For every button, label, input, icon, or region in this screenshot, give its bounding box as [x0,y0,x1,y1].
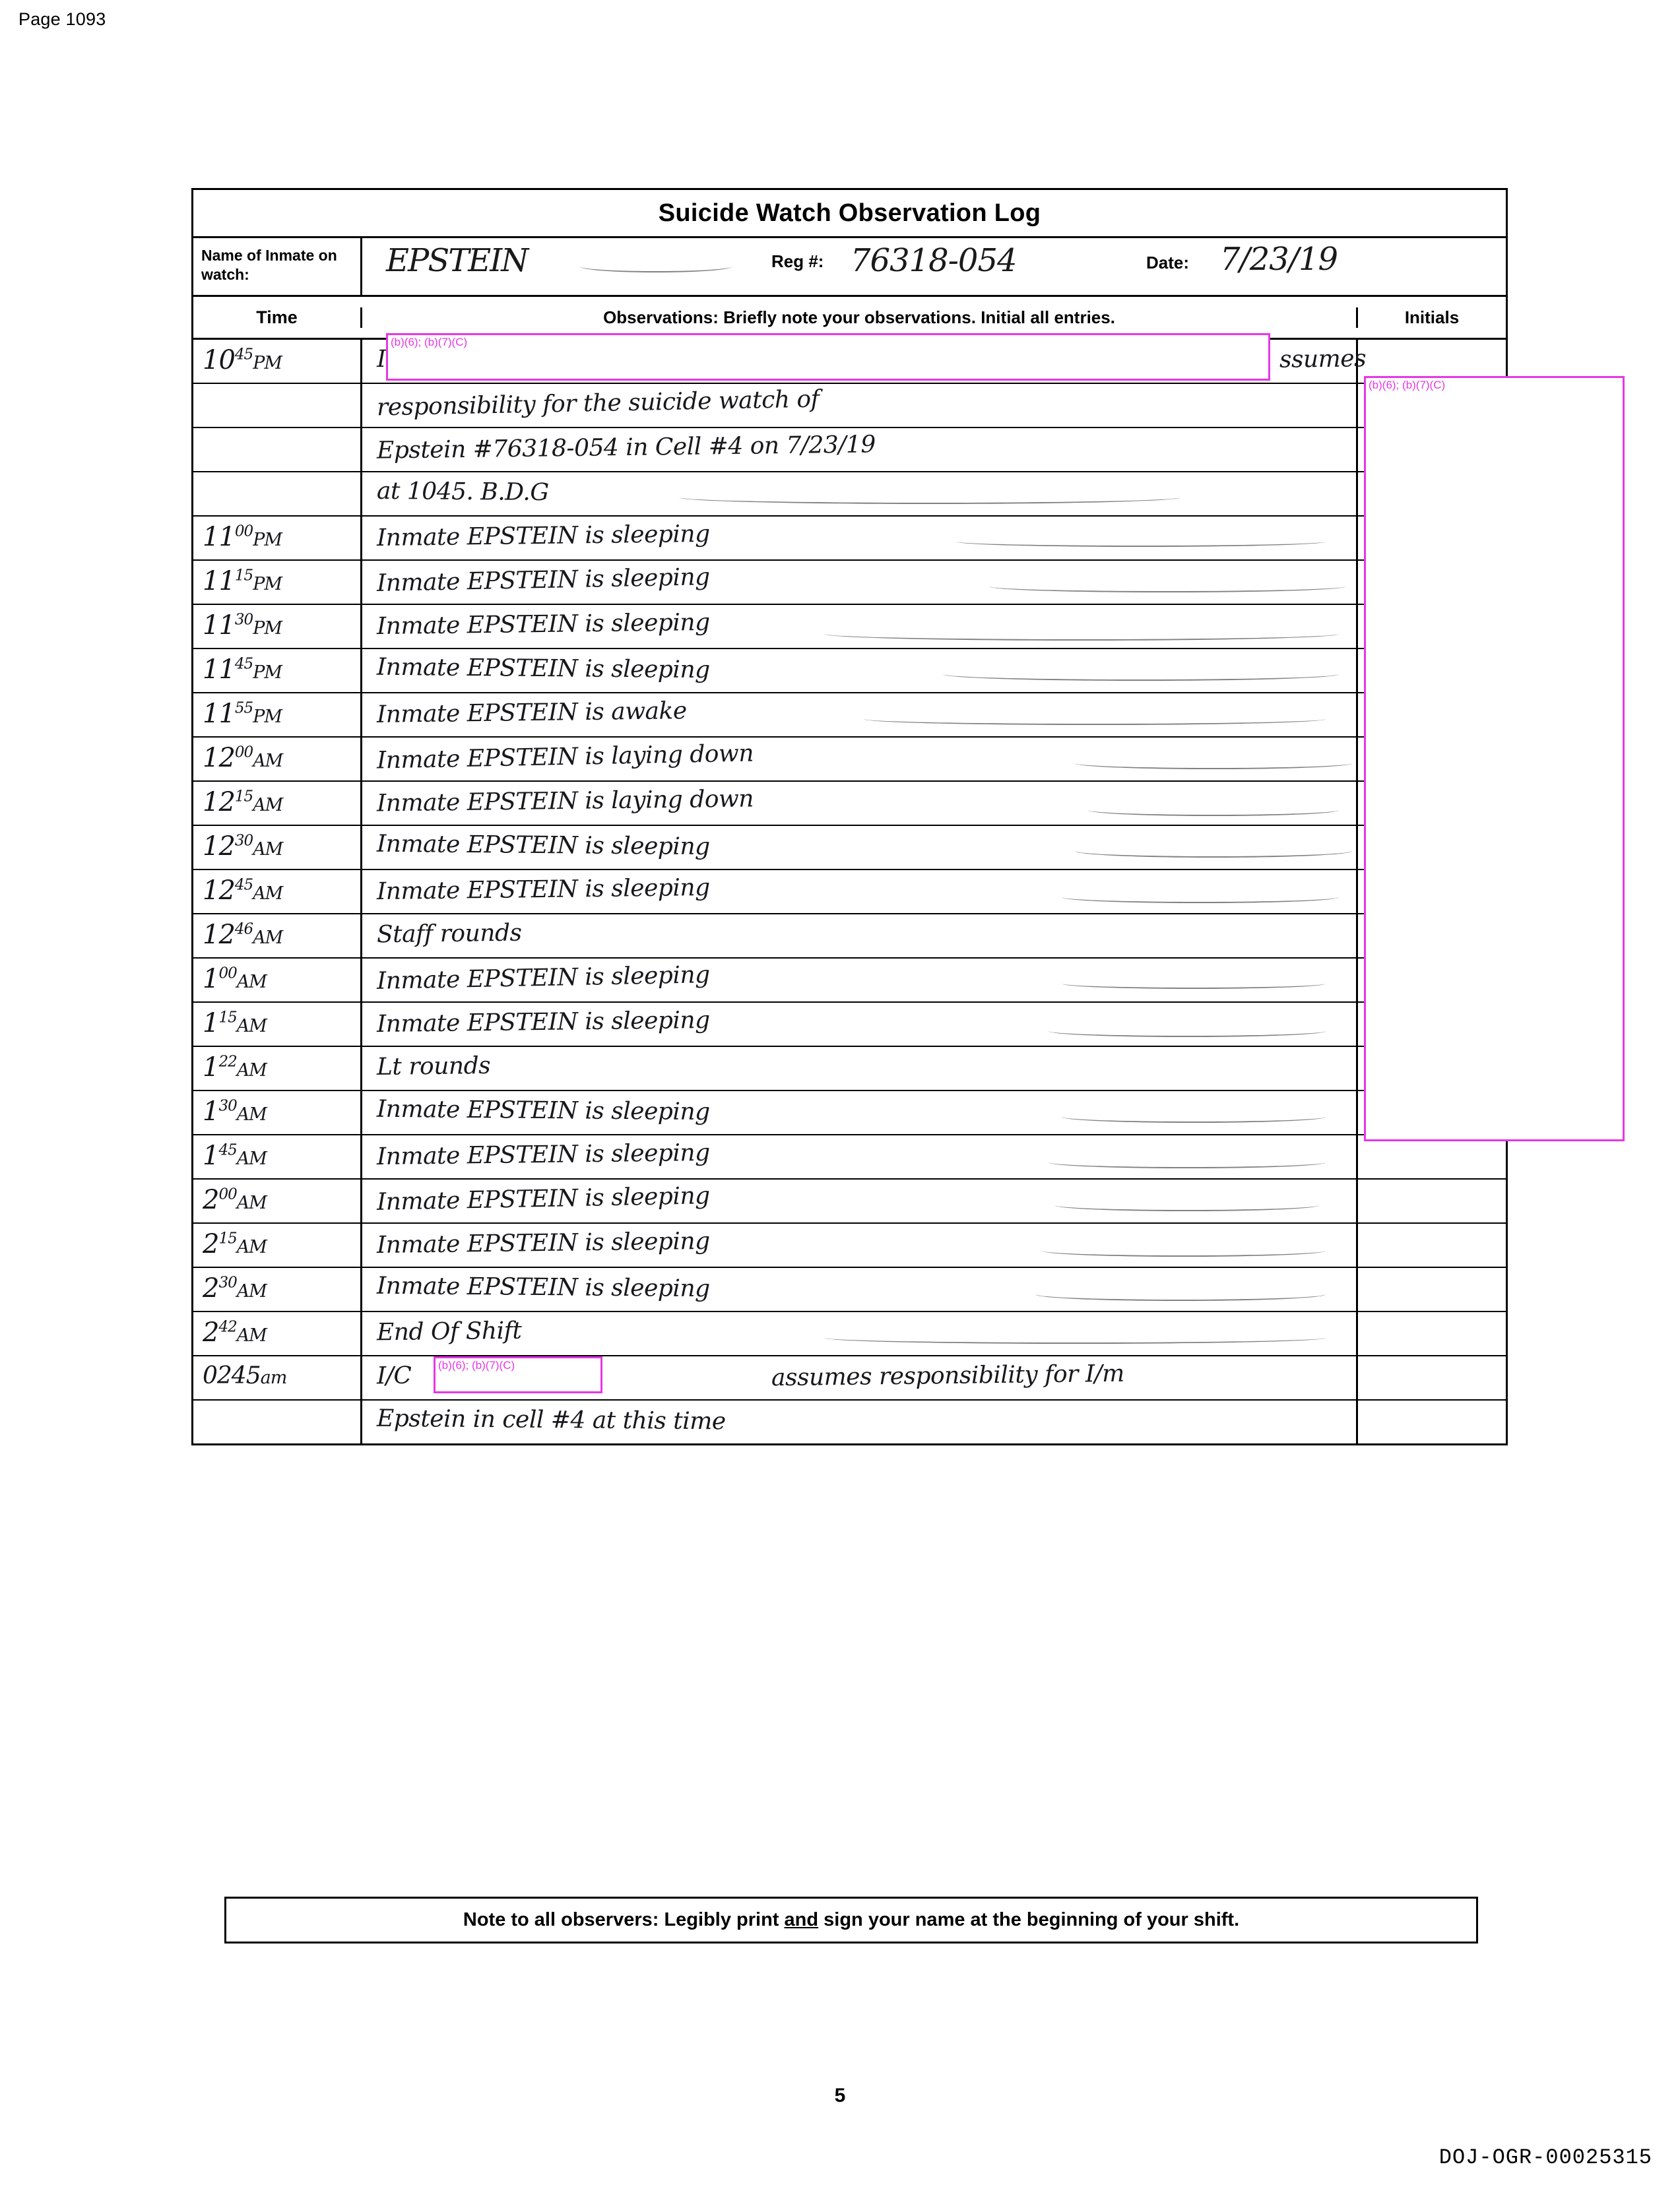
entry-observation-text: I [376,345,386,373]
entry-time: $12^{45}AM$ [203,875,283,906]
redaction-label: (b)(6); (b)(7)(C) [391,336,468,348]
entry-observation-cell [362,1401,1358,1443]
entry-observation-text: End Of Shift [376,1317,522,1346]
entry-time-cell [193,561,362,604]
pen-mark [1062,978,1326,989]
column-header-observations: Observations: Briefly note your observations. Initial all entries. [362,307,1358,328]
table-row [193,959,1506,1003]
table-row [193,561,1506,605]
table-row [193,1312,1506,1356]
table-row [193,1135,1506,1180]
pen-mark [1088,804,1339,816]
entry-time: $2^{15}AM$ [203,1229,267,1259]
entry-time-cell [193,1003,362,1046]
table-row [193,870,1506,914]
entry-time-cell [193,1312,362,1355]
pen-mark [679,491,1180,504]
entry-initials-cell [1358,1401,1506,1443]
entry-time-cell [193,649,362,692]
entry-observation-cell [362,870,1358,913]
table-row [193,738,1506,782]
entry-observation-cell [362,428,1358,471]
observer-note-suffix: sign your name at the beginning of your shift. [818,1909,1240,1930]
table-row [193,1047,1506,1091]
pen-mark [824,1332,1326,1344]
page-number: 5 [834,2085,846,2106]
entry-observation-text: Inmate EPSTEIN is sleeping [376,653,710,684]
entry-time: $10^{45}PM$ [203,345,282,375]
entry-time-cell [193,472,362,515]
entry-observation-text: at 1045. B.D.G [376,477,549,507]
entry-time-cell [193,517,362,559]
redaction-label: (b)(6); (b)(7)(C) [1369,379,1446,391]
table-row [193,1356,1506,1401]
entry-observation-text: Inmate EPSTEIN is sleeping [376,520,710,552]
entry-observation-text: Inmate EPSTEIN is sleeping [376,1182,711,1216]
entry-time: $12^{00}AM$ [203,743,283,773]
entry-time-cell [193,826,362,869]
entry-observation-text: Staff rounds [376,919,522,949]
entry-time-cell [193,1091,362,1134]
entry-observation-text: Inmate EPSTEIN is laying down [376,740,754,774]
redaction-label: (b)(6); (b)(7)(C) [438,1359,515,1372]
table-row [193,914,1506,959]
entry-observation-text: Inmate EPSTEIN is sleeping [376,961,711,995]
pen-mark [1035,1288,1326,1301]
entry-observation-cell [362,1180,1358,1222]
table-row [193,1003,1506,1047]
entry-observation-text-tail: assumes responsibility for I/m [771,1360,1125,1392]
inmate-name-label: Name of Inmate on watch: [193,238,362,295]
entry-observation-cell [362,1003,1358,1046]
entry-observation-text: I/C [376,1362,412,1390]
entry-observation-cell [362,561,1358,604]
entry-observation-text: Lt rounds [376,1052,491,1081]
table-row [193,693,1506,738]
pen-mark [824,627,1339,641]
table-row [193,782,1506,826]
entry-observation-text: Inmate EPSTEIN is awake [376,697,687,728]
reg-number-value: 76318-054 [851,242,1017,279]
pen-mark [1075,757,1352,769]
entry-observation-text-tail: ssumes [1279,345,1367,373]
entry-observation-text: Inmate EPSTEIN is sleeping [376,1006,710,1038]
entry-time-cell [193,340,362,383]
entry-time-cell [193,1356,362,1399]
pen-mark [956,536,1326,547]
entry-initials-cell [1358,1268,1506,1311]
entry-initials-cell [1358,1180,1506,1222]
entry-observation-cell [362,336,1367,383]
entry-time: $2^{42}AM$ [203,1317,267,1348]
entry-observation-cell [362,1312,1358,1355]
redaction-box-initials-column [1364,376,1625,1141]
suicide-watch-observation-log-form [191,188,1508,1445]
entry-observation-cell [362,738,1358,780]
log-entries [193,336,1506,1443]
entry-observation-text: Inmate EPSTEIN is sleeping [376,1139,710,1171]
entry-observation-cell [362,1135,1358,1178]
entry-observation-cell [362,1224,1358,1267]
table-row [193,472,1506,517]
pen-mark [864,713,1326,725]
inmate-fields [362,238,1506,295]
pen-mark [989,581,1345,592]
entry-observation-text: Inmate EPSTEIN is sleeping [376,873,710,906]
entry-observation-cell [362,517,1358,559]
entry-time-cell [193,1180,362,1222]
date-value: 7/23/19 [1220,241,1338,278]
pen-mark [1042,1245,1326,1257]
entry-initials-cell [1358,1312,1506,1355]
entry-observation-text: Inmate EPSTEIN is sleeping [376,608,710,641]
entry-time: $12^{46}AM$ [203,920,283,950]
entry-observation-text: Inmate EPSTEIN is sleeping [376,563,711,597]
table-row [193,1224,1506,1268]
entry-time-cell [193,1224,362,1267]
table-row [193,517,1506,561]
entry-time-cell [193,870,362,913]
entry-time: $2^{00}AM$ [203,1185,267,1215]
table-row [193,1268,1506,1312]
entry-time: $11^{15}PM$ [203,566,282,596]
entry-observation-text: responsibility for the suicide watch of [376,385,820,422]
entry-time-cell [193,605,362,648]
entry-observation-cell [362,472,1358,515]
observer-note-emphasis: and [784,1909,819,1930]
pen-mark [580,261,732,272]
entry-time-cell [193,914,362,957]
entry-time: 0245am [203,1362,287,1389]
pen-mark [1075,844,1352,858]
entry-observation-cell [362,959,1358,1001]
entry-time: $11^{45}PM$ [203,654,282,685]
table-row [193,649,1506,693]
table-row [193,1401,1506,1443]
table-row [193,428,1506,472]
entry-observation-cell [362,1047,1358,1090]
entry-time-cell [193,1135,362,1178]
entry-observation-cell [362,649,1358,692]
entry-observation-text: Inmate EPSTEIN is sleeping [376,1272,710,1303]
entry-observation-text: Inmate EPSTEIN is sleeping [376,1095,710,1126]
table-row [193,336,1506,384]
entry-time: $1^{30}AM$ [203,1096,267,1127]
entry-observation-text: Epstein in cell #4 at this time [376,1405,726,1436]
entry-time-cell [193,693,362,736]
entry-observation-cell [362,605,1358,648]
observer-note-prefix: Note to all observers: Legibly print [463,1909,785,1930]
entry-observation-cell [362,1356,1358,1399]
entry-time-cell [193,1401,362,1443]
pen-mark [1049,1156,1326,1168]
entry-observation-text: Epstein #76318-054 in Cell #4 on 7/23/19 [376,431,876,464]
bates-number: DOJ-OGR-00025315 [1438,2145,1652,2170]
entry-time-cell [193,1047,362,1090]
entry-time: $11^{55}PM$ [203,699,282,729]
entry-time-cell [193,959,362,1001]
entry-time: $1^{45}AM$ [203,1141,267,1171]
entry-observation-cell [362,1091,1358,1134]
table-row [193,384,1506,428]
entry-time: $12^{15}AM$ [203,787,283,817]
entry-time-cell [193,1268,362,1311]
pen-mark [1055,1199,1319,1211]
table-row [193,1091,1506,1135]
entry-observation-cell [362,914,1358,957]
table-row [193,605,1506,649]
entry-observation-cell [362,782,1358,825]
pen-mark [1062,891,1339,903]
reg-number-label: Reg #: [771,251,824,271]
entry-time-cell [193,384,362,427]
observer-note [224,1897,1478,1943]
date-label: Date: [1146,253,1190,272]
entry-observation-text: Inmate EPSTEIN is sleeping [376,1227,710,1259]
entry-time-cell [193,428,362,471]
entry-observation-text: Inmate EPSTEIN is laying down [376,785,754,817]
entry-time: $12^{30}AM$ [203,831,283,862]
form-title: Suicide Watch Observation Log [193,190,1506,238]
entry-time: $1^{15}AM$ [203,1008,267,1038]
inmate-name-value: EPSTEIN [386,242,528,279]
pen-mark [1049,1025,1326,1037]
entry-time-cell [193,782,362,825]
column-header-initials: Initials [1404,307,1460,327]
entry-time: $1^{00}AM$ [203,964,267,994]
entry-observation-cell [362,1268,1358,1311]
entry-time: $2^{30}AM$ [203,1273,267,1304]
entry-time: $11^{00}PM$ [203,522,282,552]
entry-observation-cell [362,826,1358,869]
column-header-time: Time [193,307,362,328]
entry-initials-cell [1358,1224,1506,1267]
table-row [193,826,1506,870]
entry-observation-text: Inmate EPSTEIN is sleeping [376,830,710,861]
pen-mark [1062,1111,1326,1123]
entry-observation-cell [362,693,1358,736]
entry-observation-cell [362,384,1358,427]
entry-time: $1^{22}AM$ [203,1052,267,1083]
redaction-box [434,1356,602,1393]
entry-time: $11^{30}PM$ [203,610,282,641]
redaction-box [386,333,1270,381]
table-row [193,1180,1506,1224]
inmate-identification-row [193,238,1506,297]
entry-initials-cell [1358,1356,1506,1399]
pen-mark [943,668,1339,681]
page-label: Page 1093 [18,9,106,29]
entry-time-cell [193,738,362,780]
entry-initials-cell [1358,1135,1506,1178]
